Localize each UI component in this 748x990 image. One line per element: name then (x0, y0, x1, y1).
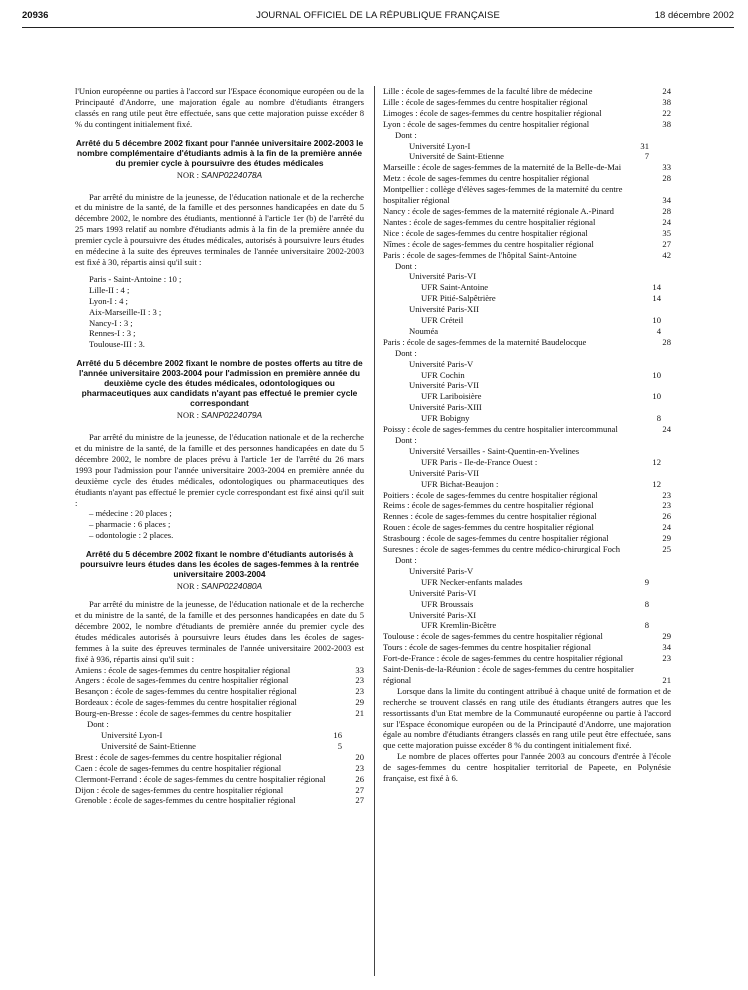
decree-title-3: Arrêté du 5 décembre 2002 fixant le nombre d'étudiants autorisés à poursuivre leurs études dans les écoles de sages-femmes à la rentrée universitaire 2003-2004 (80, 549, 359, 580)
ufr-entry: UFR Pitié-Salpêtrière 14 (421, 293, 661, 304)
dont-label: Dont : (87, 719, 109, 730)
school-entry: Strasbourg : école de sages-femmes du centre hospitalier régional 29 (383, 533, 671, 544)
ufr-entry: UFR Paris - Ile-de-France Ouest : 12 (421, 456, 661, 467)
school-entry: Nîmes : école de sages-femmes du centre hospitalier régional 27 (383, 238, 671, 249)
school-entry: Lyon : école de sages-femmes du centre hospitalier régional 38 (383, 118, 671, 129)
nor-line-3 (75, 581, 364, 593)
ufr-entry: UFR Bobigny 8 (421, 413, 661, 424)
university-name: Université Paris-VI (409, 271, 477, 282)
list-item: Toulouse-III : 3. (89, 339, 145, 350)
ufr-entry: UFR Broussais 8 (421, 598, 649, 609)
nor-label: NOR : (176, 170, 199, 180)
school-entry: Grenoble : école de sages-femmes du centre hospitalier régional 27 (75, 795, 364, 806)
right-column (383, 86, 671, 784)
university-name: Université Paris-VII (409, 467, 479, 478)
school-entry: Rouen : école de sages-femmes du centre hospitalier régional 24 (383, 522, 671, 533)
school-entry: Paris : école de sages-femmes de l'hôpital Saint-Antoine 42 (383, 249, 671, 260)
school-entry: Montpellier : collège d'élèves sages-femmes de la maternité du centre hospitalier régional 34 (383, 184, 671, 206)
university-entry: Université Lyon-I 31 (409, 140, 649, 151)
list-item: – médecine : 20 places ; (89, 508, 172, 519)
school-entry: Limoges : école de sages-femmes du centre hospitalier régional 22 (383, 107, 671, 118)
dont-label: Dont : (395, 554, 417, 565)
school-entry: Metz : école de sages-femmes du centre hospitalier régional 28 (383, 173, 671, 184)
territory-entry: Nouméa 4 (409, 325, 661, 336)
school-entry: Rennes : école de sages-femmes du centre hospitalier régional 26 (383, 511, 671, 522)
school-entry: Lille : école de sages-femmes de la faculté libre de médecine 24 (383, 86, 671, 96)
decree-title-1: Arrêté du 5 décembre 2002 fixant pour l'année universitaire 2002-2003 le nombre complémentaire d'étudiants admis à la fin de la première année du premier cycle à poursuivre des études médicales (75, 137, 364, 168)
university-name: Université Paris-VI (409, 587, 477, 598)
column-separator (374, 86, 375, 976)
school-entry: Amiens : école de sages-femmes du centre hospitalier régional 33 (75, 664, 364, 675)
issue-date: 18 décembre 2002 (654, 10, 734, 21)
university-entry: Université de Saint-Etienne 5 (101, 740, 342, 751)
school-entry: Saint-Denis-de-la-Réunion : école de sages-femmes du centre hospitalier régional 21 (383, 664, 671, 685)
ufr-entry: UFR Lariboisière 10 (421, 391, 661, 402)
school-entry: Reims : école de sages-femmes du centre hospitalier régional 23 (383, 500, 671, 511)
closing-paragraph-1: Lorsque dans la limite du contingent attribué à chaque unité de formation et de recherche se trouvent classés en rang utile des étudiants étrangers autres que les ressortissants d'un Etat membre de la Communauté européenne ou partie à l'accord sur l'Espace économique européen ou de la Principauté d'Andorre, une majoration égale au nombre d'étudiants étrangers classés en rang utile peut être effectuée, sans que cette majoration puisse excéder 8 % du contingent initialement fixé. (383, 685, 671, 751)
school-entry: Marseille : école de sages-femmes de la maternité de la Belle-de-Mai 33 (383, 162, 671, 173)
ufr-entry: UFR Cochin 10 (421, 369, 661, 380)
list-item: Aix-Marseille-II : 3 ; (89, 306, 162, 317)
header-rule (22, 27, 734, 28)
nor-label: NOR : (176, 582, 199, 592)
decree-body-1: Par arrêté du ministre de la jeunesse, de l'éducation nationale et de la recherche et du ministre de la santé, de la famille et des personnes handicapées en date du 5 décembre 2002, le nombre des étudiants, mentionné à l'article 1er (b) de l'arrêté du 25 mars 1993 relatif au nombre d'étudiants admis à la fin de la première année du premier cycle à poursuivre des études médicales, autorisés à poursuivre leurs études en médecine à la suite des épreuves terminales de l'année universitaire 2002-2003 est fixé à 30, répartis ainsi qu'il suit : (75, 191, 364, 267)
dont-label: Dont : (395, 260, 417, 271)
school-entry: Toulouse : école de sages-femmes du centre hospitalier régional 29 (383, 631, 671, 642)
decree-body-2: Par arrêté du ministre de la jeunesse, de l'éducation nationale et de la recherche et du ministre de la santé, de la famille et des personnes handicapées en date du 5 décembre 2002, le nombre de places prévu à l'article 1er de l'arrêté du 26 mars 1993 pour l'admission pour l'année universitaire 2003-2004 en première année du deuxième cycle des études médicales, odontologiques ou pharmaceutiques des étudiants n'ayant pas effectué le premier cycle correspondant est fixé ainsi qu'il suit : (75, 432, 364, 508)
school-entry: Brest : école de sages-femmes du centre hospitalier régional 20 (75, 751, 364, 762)
list-item: Lille-II : 4 ; (89, 284, 130, 295)
list-item: – odontologie : 2 places. (89, 530, 174, 541)
nor-line-2 (75, 410, 364, 422)
school-entry: Poissy : école de sages-femmes du centre hospitalier intercommunal 24 (383, 424, 671, 435)
nor-reference: SANP0224078A (201, 169, 263, 180)
school-entry: Poitiers : école de sages-femmes du centre hospitalier régional 23 (383, 489, 671, 500)
decree-title-2: Arrêté du 5 décembre 2002 fixant le nombre de postes offerts au titre de l'année universitaire 2003-2004 pour l'admission en première année du deuxième cycle des études médicales, odontologiques ou pharmaceutiques aux candidats n'ayant pas effectué le premier cycle correspondant (76, 358, 363, 409)
decree-body-3: Par arrêté du ministre de la jeunesse, de l'éducation nationale et de la recherche et du ministre de la santé, de la famille et des personnes handicapées en date du 5 décembre 2002, le nombre d'étudiants de première année du premier cycle des études médicales autorisés à poursuivre leurs études dans les écoles de sages-femmes à la suite des épreuves terminales de l'année universitaire 2002-2003 est fixé à 936, répartis ainsi qu'il suit : (75, 599, 364, 664)
ufr-entry: UFR Bichat-Beaujon : 12 (421, 478, 661, 489)
university-name: Université Versailles - Saint-Quentin-en-Yvelines (409, 445, 580, 456)
ufr-entry: UFR Kremlin-Bicêtre 8 (421, 620, 649, 631)
dont-label: Dont : (395, 435, 417, 445)
school-entry: Caen : école de sages-femmes du centre hospitalier régional 23 (75, 762, 364, 773)
school-entry: Bordeaux : école de sages-femmes du centre hospitalier régional 29 (75, 697, 364, 708)
university-entry: Université de Saint-Etienne 7 (409, 151, 649, 162)
dont-label: Dont : (395, 129, 417, 140)
university-name: Université Paris-XIII (409, 402, 482, 413)
school-entry: Paris : école de sages-femmes de la maternité Baudelocque 28 (383, 336, 671, 347)
school-entry: Lille : école de sages-femmes du centre hospitalier régional 38 (383, 96, 671, 107)
dont-label: Dont : (395, 347, 417, 358)
left-column (75, 86, 364, 806)
school-list-left (75, 665, 364, 807)
school-entry: Clermont-Ferrand : école de sages-femmes du centre hospitalier régional 26 (75, 773, 364, 784)
school-entry: Angers : école de sages-femmes du centre hospitalier régional 23 (75, 675, 364, 686)
university-entry: Université Lyon-I 16 (101, 729, 342, 740)
school-entry: Nice : école de sages-femmes du centre hospitalier régional 35 (383, 227, 671, 238)
university-name: Université Paris-XI (409, 609, 477, 620)
university-name: Université Paris-XII (409, 304, 479, 315)
school-entry: Dijon : école de sages-femmes du centre hospitalier régional 27 (75, 784, 364, 795)
intro-paragraph: l'Union européenne ou parties à l'accord sur l'Espace économique européen ou de la Principauté d'Andorre, une majoration égale au nombre d'étudiants étrangers classés en rang utile peut être effectuée, sans que cette majoration puisse excéder 8 % du contingent initialement fixé. (75, 86, 364, 129)
school-entry: Nancy : école de sages-femmes de la maternité régionale A.-Pinard 28 (383, 205, 671, 216)
nor-reference: SANP0224079A (201, 410, 263, 421)
school-entry: Besançon : école de sages-femmes du centre hospitalier régional 23 (75, 686, 364, 697)
school-entry: Fort-de-France : école de sages-femmes du centre hospitalier régional 23 (383, 653, 671, 664)
ufr-entry: UFR Créteil 10 (421, 315, 661, 326)
list-item: – pharmacie : 6 places ; (89, 519, 171, 530)
university-name: Université Paris-VII (409, 380, 479, 391)
closing-paragraph-2: Le nombre de places offertes pour l'année 2003 au concours d'entrée à l'école de sages-femmes du centre hospitalier territorial de Papeete, en Polynésie française, est fixé à 6. (383, 751, 671, 784)
school-entry: Tours : école de sages-femmes du centre hospitalier régional 34 (383, 642, 671, 653)
ufr-entry: UFR Necker-enfants malades 9 (421, 576, 649, 587)
nor-reference: SANP0224080A (201, 581, 263, 592)
list-item: Paris - Saint-Antoine : 10 ; (89, 273, 182, 284)
nor-label: NOR : (176, 411, 199, 421)
places-list (75, 508, 364, 541)
journal-title: JOURNAL OFFICIEL DE LA RÉPUBLIQUE FRANÇAISE (256, 10, 500, 21)
quota-list (75, 274, 364, 350)
school-entry: Suresnes : école de sages-femmes du centre médico-chirurgical Foch 25 (383, 544, 671, 555)
page-header (22, 10, 734, 24)
university-name: Université Paris-V (409, 565, 474, 576)
list-item: Rennes-I : 3 ; (89, 328, 136, 339)
university-name: Université Paris-V (409, 358, 474, 369)
list-item: Lyon-I : 4 ; (89, 295, 128, 306)
page-number: 20936 (22, 10, 49, 21)
nor-line-1 (75, 170, 364, 182)
ufr-entry: UFR Saint-Antoine 14 (421, 282, 661, 293)
school-entry: Nantes : école de sages-femmes du centre hospitalier régional 24 (383, 216, 671, 227)
list-item: Nancy-I : 3 ; (89, 317, 133, 328)
school-entry: Bourg-en-Bresse : école de sages-femmes du centre hospitalier 21 (75, 708, 364, 719)
